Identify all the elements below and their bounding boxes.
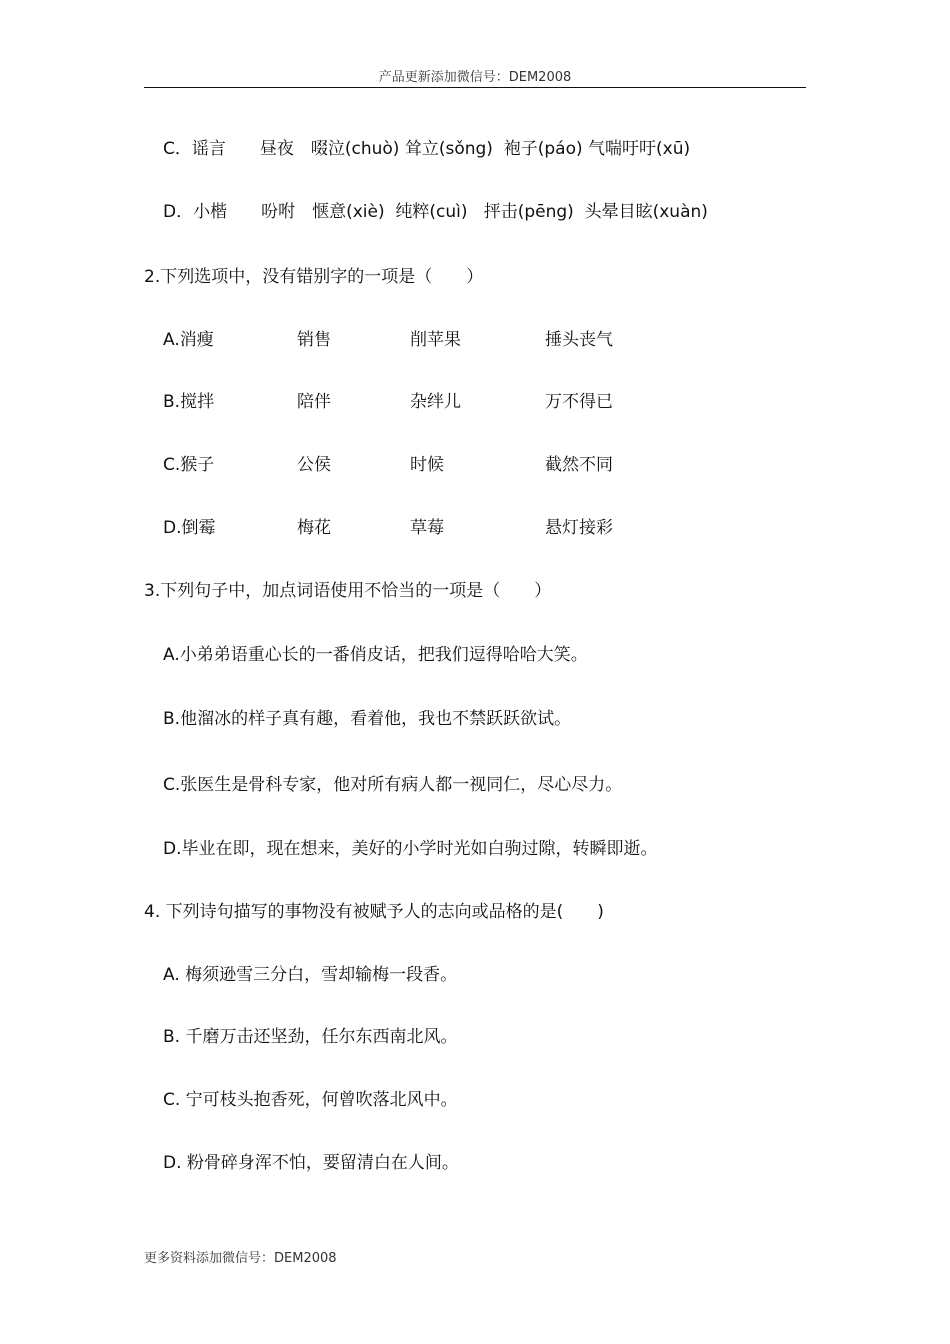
q3-stem: 3.下列句子中，加点词语使用不恰当的一项是（ ）	[144, 581, 552, 601]
q2-b-word-1: B.搅拌	[163, 392, 215, 412]
q2-a-word-1: A.消瘦	[163, 330, 214, 350]
q3-option-b: B.他溜冰的样子真有趣，看着他，我也不禁跃跃欲试。	[163, 709, 572, 729]
q3-option-c: C.张医生是骨科专家，他对所有病人都一视同仁，尽心尽力。	[163, 775, 623, 795]
q2-d-word-1: D.倒霉	[163, 518, 216, 538]
q2-b-word-3: 杂绊儿	[410, 392, 461, 412]
page-footer: 更多资料添加微信号：DEM2008	[144, 1251, 337, 1266]
q4-option-d: D. 粉骨碎身浑不怕，要留清白在人间。	[163, 1153, 459, 1173]
q2-b-word-4: 万不得已	[545, 392, 613, 412]
q2-b-word-2: 陪伴	[297, 392, 331, 412]
q2-c-word-4: 截然不同	[545, 455, 613, 475]
header-divider	[144, 87, 806, 88]
q2-stem: 2.下列选项中，没有错别字的一项是（ ）	[144, 267, 484, 287]
q2-a-word-3: 削苹果	[410, 330, 461, 350]
page-header: 产品更新添加微信号：DEM2008	[378, 70, 572, 85]
q4-option-a: A. 梅须逊雪三分白，雪却输梅一段香。	[163, 965, 458, 985]
q2-d-word-3: 草莓	[410, 518, 444, 538]
q3-option-d: D.毕业在即，现在想来，美好的小学时光如白驹过隙，转瞬即逝。	[163, 839, 658, 859]
q2-d-word-4: 悬灯接彩	[545, 518, 613, 538]
q4-option-c: C. 宁可枝头抱香死，何曾吹落北风中。	[163, 1090, 458, 1110]
q2-d-word-2: 梅花	[297, 518, 331, 538]
q4-stem: 4. 下列诗句描写的事物没有被赋予人的志向或品格的是( )	[144, 902, 604, 922]
q2-c-word-3: 时候	[410, 455, 444, 475]
q1-option-d: D．小楷 吩咐 惬意(xiè) 纯粹(cuì) 抨击(pēng) 头晕目眩(xuàn)	[163, 202, 708, 222]
q2-a-word-2: 销售	[297, 330, 331, 350]
q4-option-b: B. 千磨万击还坚劲，任尔东西南北风。	[163, 1027, 458, 1047]
q2-c-word-2: 公侯	[297, 455, 331, 475]
q2-a-word-4: 捶头丧气	[545, 330, 613, 350]
q2-c-word-1: C.猴子	[163, 455, 215, 475]
q3-option-a: A.小弟弟语重心长的一番俏皮话，把我们逗得哈哈大笑。	[163, 645, 588, 665]
q1-option-c: C．谣言 昼夜 啜泣(chuò) 耸立(sǒng) 袍子(páo) 气喘吁吁(xū)	[163, 139, 691, 159]
